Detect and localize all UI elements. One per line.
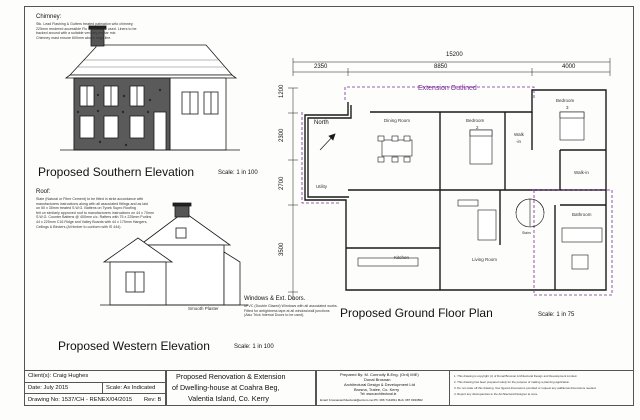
prepared-line: Tel: www.architectural.ie <box>360 392 397 396</box>
client-name: Client(s): Craig Hughes <box>28 373 89 379</box>
chimney-note-line: Stk. Lead Flashing & Gutters treated patination w/to chimney, <box>36 22 134 26</box>
drawing-notes <box>454 373 632 397</box>
project-title-line: Valentia Island, Co. Kerry <box>188 394 269 403</box>
windows-note-line: Fitted for airtightness tape at all window/wall junctions <box>244 308 330 313</box>
roof-note-line: 44 x 225mm C16 Ridge and Valley Boards with 44 x 175mm Hangers, <box>36 219 148 224</box>
roof-note-line: S.W.G. Counter Battens @ 400mm c/c. Rafters with 75 x 225mm Purlins <box>36 215 152 220</box>
room-label: 2 <box>476 125 479 130</box>
room-label: Walk <box>514 132 524 137</box>
windows-notes <box>244 304 344 318</box>
chimney-notes <box>36 22 186 40</box>
room-label: Stairs <box>522 231 531 235</box>
overall-dimension: 15200 <box>446 52 463 58</box>
room-label: Walk-in <box>574 170 589 175</box>
dimension-segment: 4000 <box>562 64 576 70</box>
north-arrow-icon <box>320 134 335 150</box>
chimney-note-line: backed around with a suitable vent dry mortar mix. <box>36 31 117 36</box>
room-label: Bedroom <box>466 118 485 123</box>
roof-notes <box>36 197 186 229</box>
drawing-scale: Scale: As Indicated <box>106 385 156 391</box>
floor-plan-title: Proposed Ground Floor Plan <box>340 306 493 320</box>
project-title-line: of Dwelling-house at Coahra Beg, <box>172 383 280 392</box>
west-elevation-scale: Scale: 1 in 100 <box>234 344 274 350</box>
room-label: -in <box>516 139 522 144</box>
project-title-line: Proposed Renovation & Extension <box>176 372 286 381</box>
room-label: Dining Room <box>384 118 411 123</box>
floor-plan-scale: Scale: 1 in 75 <box>538 312 575 318</box>
south-elevation-drawing <box>60 26 240 150</box>
windows-note-line: (Also Trick Internal Doors to be used). <box>244 313 305 318</box>
drawing-note-line: 3. Do not scale off this drawing. Use figured dimensions provided or request any additional dimensions needed. <box>454 386 597 390</box>
room-label: Living Room <box>472 257 498 262</box>
prepared-line: Architectural Design & Development Ltd <box>344 382 415 387</box>
revision: Rev: B <box>144 397 162 403</box>
roof-note-line: on 50 x 35mm treated S.W.G. Battens on Tyvek Supro Roofing <box>36 206 136 211</box>
vertical-dimension: 2300 <box>279 128 285 142</box>
roof-heading: Roof: <box>36 189 51 195</box>
dimension-segment: 8850 <box>434 64 448 70</box>
smooth-plaster-label: Smooth Plaster <box>188 306 219 311</box>
room-label: 3 <box>566 105 569 110</box>
roof-note-line: felt on similarly approved roof to manufacturers instructions on 44 x 70mm <box>36 210 154 215</box>
chimney-note-line: 225mm rendered accessible Flu Liners to be used. Liners to be <box>36 26 137 31</box>
drawing-number: Drawing No: 1537/CH - RENEX/04/2015 <box>28 397 133 403</box>
prepared-line: Prepared By: M. Connolly B.Eng. (Ord) MIE) <box>340 372 419 377</box>
south-elevation-scale: Scale: 1 in 100 <box>218 170 258 176</box>
vertical-dimension: 1200 <box>279 84 285 98</box>
north-label: North <box>314 120 329 126</box>
room-label: Kitchen <box>394 255 410 260</box>
chimney-heading: Chimney: <box>36 14 62 20</box>
windows-heading: Windows & Ext. Doors. <box>244 296 306 302</box>
roof-note-line: Slate (Natural or Fibre Cement) to be fitted in strict accordance with <box>36 197 144 201</box>
roof-note-line: Ceilings & Binders (All timber to conform with IS 444). <box>36 224 122 229</box>
drawing-date: Date: July 2015 <box>28 385 69 391</box>
extension-label: Extension Outlined <box>418 85 477 92</box>
vertical-dimension: 3500 <box>279 242 285 256</box>
south-elevation-title: Proposed Southern Elevation <box>38 165 195 179</box>
windows-note-line: uPVC (Double Glazed) Windows with all associated works. <box>244 304 338 308</box>
prepared-line: Email: brosnanarchitectural@eircom.net Ph: 066 7144811 Mob: 087 9933862 <box>320 398 423 402</box>
dimension-segment: 2350 <box>314 64 328 70</box>
room-label: Bedroom <box>556 98 575 103</box>
drawing-note-line: 2. This drawing has been prepared solely for the purpose of making a planning application. <box>454 380 570 384</box>
room-label: Utility <box>316 184 327 189</box>
west-elevation-title: Proposed Western Elevation <box>58 339 210 353</box>
prepared-line: Donal Brosnan <box>364 377 391 382</box>
vertical-dimension: 2700 <box>279 176 285 190</box>
roof-note-line: manufacturers instructions along with all associated fittings and as laid <box>36 201 148 206</box>
prepared-line: Brosna, Tralee, Co. Kerry <box>354 387 400 392</box>
chimney-note-line: Chimney mast ensure 600mm above ridge line. <box>36 35 112 40</box>
floor-plan-drawing <box>288 58 610 300</box>
drawing-note-line: 4. Report any discrepancies to the Architectural Designer at once. <box>454 392 539 396</box>
drawing-note-line: 1. This drawing is copyright (c) of Donal Brosnan Architectural Design and Development Limited. <box>454 374 578 378</box>
room-label: Bathroom <box>572 212 592 217</box>
